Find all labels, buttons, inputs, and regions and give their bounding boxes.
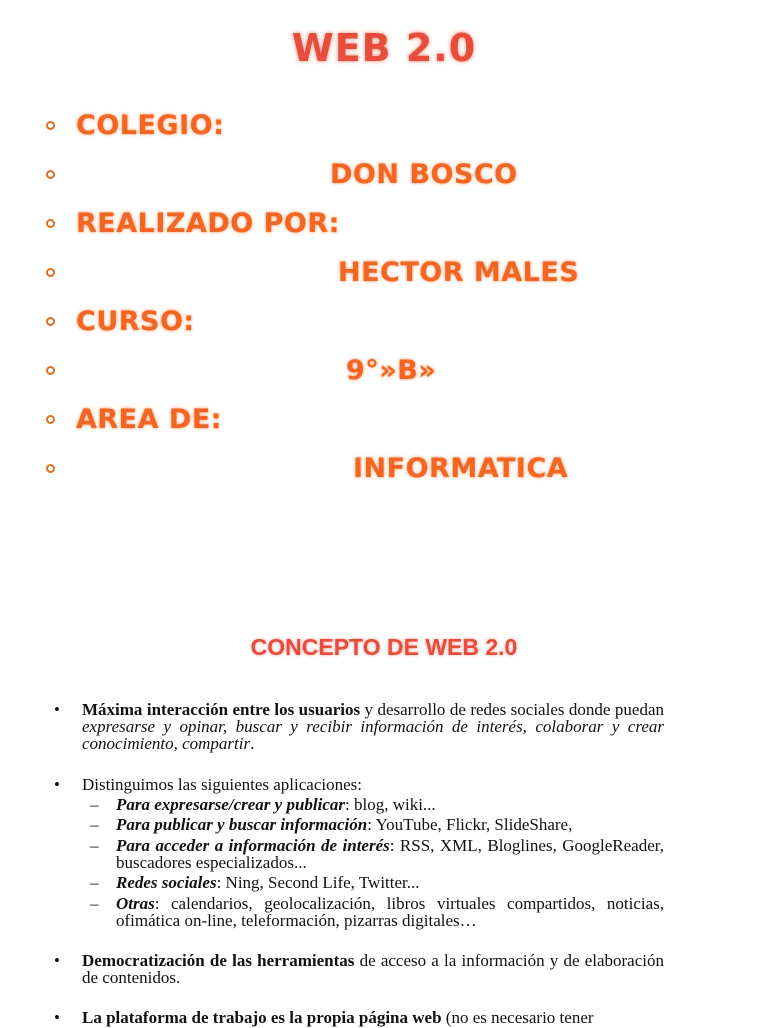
list-item [116,796,664,813]
paragraph-text: y desarrollo de redes sociales donde puedan [360,700,664,719]
paragraph-text: . [250,734,255,753]
item-label: Para publicar y buscar información [116,815,368,834]
bullet-author [0,253,768,293]
ring-bullet-icon [46,317,55,326]
dash-bullet: – [90,795,99,814]
bullet-dot: • [54,700,60,719]
slide-concept [0,600,768,1027]
ring-bullet-icon [46,121,55,130]
paragraph-italic: expresarse y opinar, buscar y recibir información de interés, colaborar y crear conocimiento, compartir [82,717,664,753]
paragraph-applications: Distinguimos las siguientes aplicaciones: [82,775,362,794]
bullet-dot: • [54,775,60,794]
bullet-colegio [0,106,768,146]
paragraph-interaction [82,701,664,752]
bullet-text: AREA DE: [76,404,223,435]
item-text: : blog, wiki... [345,795,436,814]
ring-bullet-icon [46,415,55,424]
paragraph-bold: La plataforma de trabajo es la propia página web [82,1008,442,1027]
dash-bullet: – [90,894,99,913]
item-label: Para expresarse/crear y publicar [116,795,346,814]
item-label: Redes sociales [116,873,217,892]
paragraph-bold: Democratización de las herramientas [82,951,355,970]
item-text: : RSS, XML, Bloglines, GoogleReader, buscadores especializados... [116,836,664,872]
bullet-text: COLEGIO: [76,110,225,141]
bullet-area-value [0,449,768,489]
bullet-school-name [0,155,768,195]
list-item [116,816,664,833]
dash-bullet: – [90,836,99,855]
bullet-area [0,400,768,440]
bullet-text: DON BOSCO [330,159,518,190]
slide-title: WEB 2.0 [291,26,477,70]
paragraph-text: de acceso a la información y de elaboración de contenidos. [82,951,664,987]
ring-bullet-icon [46,366,55,375]
item-text: : calendarios, geolocalización, libros virtuales compartidos, noticias, ofimática on-line, teleformación, pizarras digitales… [116,894,664,930]
dash-bullet: – [90,873,99,892]
list-item [116,895,664,929]
bullet-text: CURSO: [76,306,195,337]
bullet-dot: • [54,1008,60,1027]
item-label: Otras [116,894,155,913]
ring-bullet-icon [46,268,55,277]
item-label: Para acceder a información de interés [116,836,390,855]
bullet-text: INFORMATICA [353,453,569,484]
ring-bullet-icon [46,170,55,179]
bullet-dot: • [54,951,60,970]
ring-bullet-icon [46,464,55,473]
bullet-text: REALIZADO POR: [76,208,340,239]
bullet-curso [0,302,768,342]
list-item [116,837,664,871]
paragraph-democratization [82,952,664,986]
dash-bullet: – [90,815,99,834]
list-item [116,874,664,891]
bullet-text: 9°»B» [346,355,437,386]
ring-bullet-icon [46,219,55,228]
paragraph-platform [82,1009,682,1026]
item-text: : Ning, Second Life, Twitter... [216,873,420,892]
paragraph-bold: Máxima interacción entre los usuarios [82,700,361,719]
bullet-realizado [0,204,768,244]
item-text: : YouTube, Flickr, SlideShare, [367,815,573,834]
bullet-course-value [0,351,768,391]
bullet-text: HECTOR MALES [338,257,580,288]
paragraph-text: (no es necesario tener [441,1008,594,1027]
slide-title: CONCEPTO DE WEB 2.0 [250,634,518,660]
